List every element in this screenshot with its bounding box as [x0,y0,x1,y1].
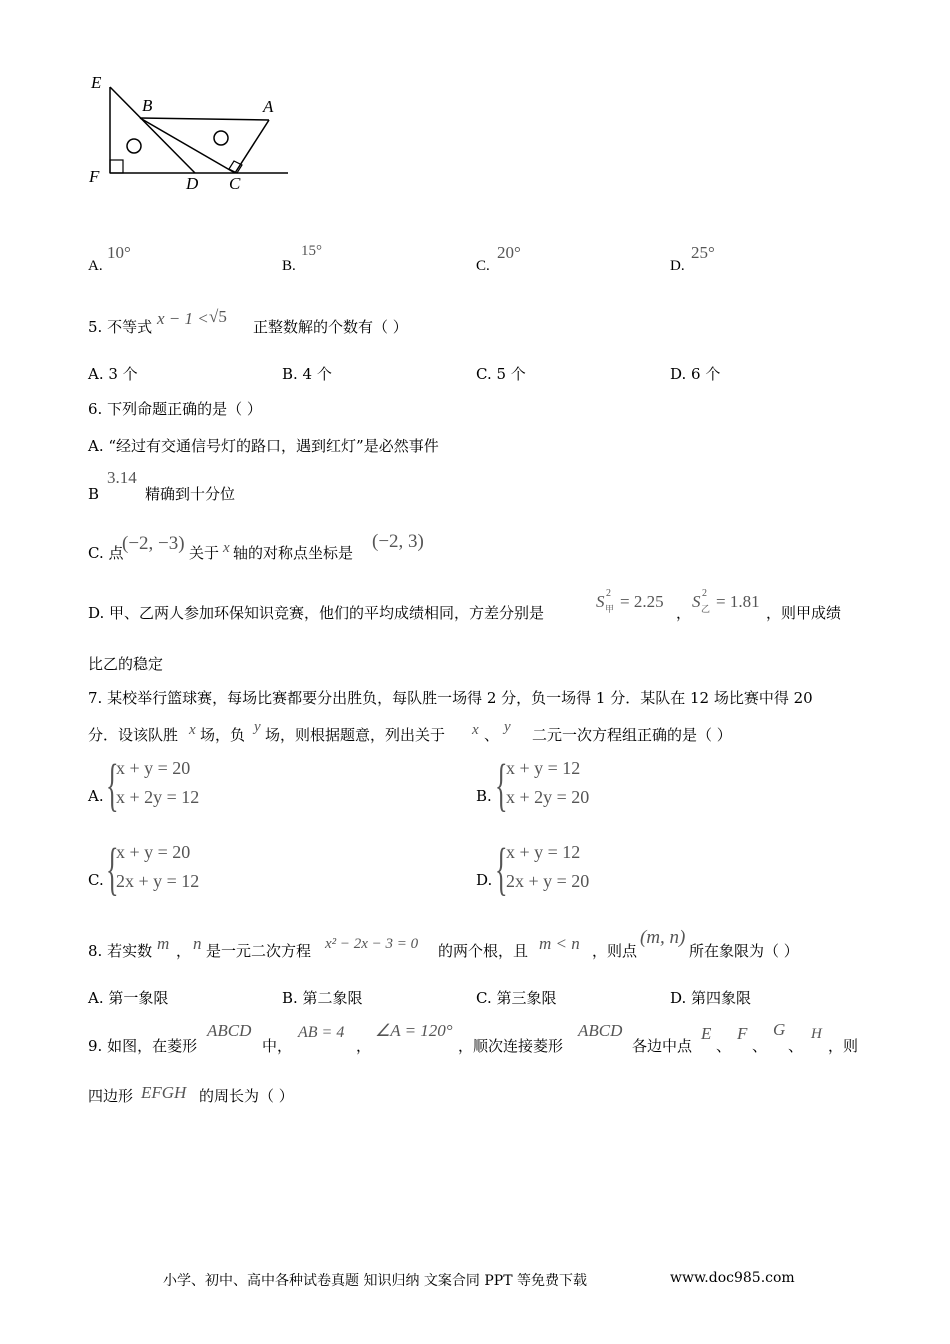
q8-equation: x² − 2x − 3 = 0 [325,936,419,952]
q6-option-c-mid: 关于 [189,544,220,562]
q7-option-d-eq1: x + y = 12 [506,842,581,862]
label-c: C [229,174,241,193]
q7-option-c-brace: { [106,836,119,901]
q6-option-d-s1-sup: 2 [606,588,611,599]
q5-prefix: 5. 不等式 [88,318,153,336]
right-angle-f [110,160,123,173]
q8-prefix: 8. 若实数 [88,942,153,960]
q7-option-a-eq1: x + y = 20 [116,758,191,778]
q9-mid3: 各边中点 [632,1037,693,1055]
q8-option-a: A. 第一象限 [88,989,169,1007]
q9-dun-1: 、 [716,1037,732,1055]
q7-option-a-eq2: x + 2y = 12 [116,787,200,807]
q6-option-d-s2-sub: 乙 [701,604,711,614]
q7-var-x: x [189,722,196,738]
q5-math-lhs: x − 1 < [157,309,209,328]
q9-line2-a: 四边形 [88,1087,134,1105]
q7-option-c-eq2: 2x + y = 12 [116,871,200,891]
q4-option-a-value: 10° [107,243,131,262]
q7-line2-c: 场，则根据题意，列出关于 [265,726,446,744]
q4-option-d-letter: D. [670,258,685,274]
q9-dun-2: 、 [752,1037,768,1055]
q9-abcd2: ABCD [578,1021,623,1040]
q7-option-a-brace: { [106,752,119,817]
label-b: B [142,96,153,115]
q9-ab: AB = 4 [298,1024,345,1041]
q5-option-d: D. 6 个 [670,365,721,383]
q7-sep: 、 [484,726,500,744]
q7-option-b-letter: B. [476,787,492,805]
q4-option-d-value: 25° [691,243,715,262]
q9-prefix: 9. 如图，在菱形 [88,1037,198,1055]
q9-angle: ∠A = 120° [375,1021,453,1040]
q6-option-b-letter: B [88,485,100,503]
q4-option-b-value: 15° [301,243,322,259]
q7-option-c-letter: C. [88,871,104,889]
q5-option-c: C. 5 个 [476,365,526,383]
q6-option-d-prefix: D. 甲、乙两人参加环保知识竞赛，他们的平均成绩相同，方差分别是 [88,604,545,622]
q6-option-b-math: 3.14 [107,468,137,487]
q9-dun-3: 、 [788,1037,804,1055]
segment-ba [140,118,269,120]
q5-suffix: 正整数解的个数有（ ） [253,318,408,336]
circle-right [214,131,228,145]
q6-stem: 6. 下列命题正确的是（ ） [88,400,262,418]
q7-var-y: y [254,719,261,735]
q5-math-radical: √5 [209,307,227,326]
q7-line1: 7. 某校举行篮球赛，每场比赛都要分出胜负，每队胜一场得 2 分，负一场得 1 分．某队在 12 场比赛中得 20 [88,689,813,707]
q6-option-c-point1: (−2, −3) [122,533,185,554]
q5-option-b: B. 4 个 [282,365,332,383]
q7-option-c-eq1: x + y = 20 [116,842,191,862]
q6-option-d-line2: 比乙的稳定 [88,655,164,673]
q7-option-a-letter: A. [88,787,104,805]
q4-option-c-letter: C. [476,258,490,274]
label-a: A [263,97,274,116]
q8-mid3: ，则点 [592,942,638,960]
q6-option-c-prefix: C. 点 [88,544,124,562]
q9-e: E [701,1024,712,1043]
q6-option-d-s1-val: = 2.25 [620,592,664,611]
circle-left [127,139,141,153]
q6-option-d-sep: ， [676,604,692,622]
q7-option-d-brace: { [495,836,508,901]
q9-sep: ， [356,1037,372,1055]
q8-option-b: B. 第二象限 [282,989,363,1007]
q6-option-b-text: 精确到十分位 [145,485,236,503]
segment-ac [235,120,269,173]
q6-option-a: A. “经过有交通信号灯的路口，遇到红灯”是必然事件 [88,437,439,455]
q8-option-c: C. 第三象限 [476,989,557,1007]
q9-efgh: EFGH [141,1083,187,1102]
q6-option-d-s1-sub: 甲 [605,604,615,614]
q7-option-b-brace: { [495,752,508,817]
q9-mid2: ，顺次连接菱形 [458,1037,564,1055]
q4-option-b-letter: B. [282,258,296,274]
q4-option-c-value: 20° [497,243,521,262]
q9-abcd: ABCD [207,1021,252,1040]
q9-mid: 中， [262,1037,293,1055]
footer-text: 小学、初中、高中各种试卷真题 知识归纳 文案合同 PPT 等免费下载 [163,1273,587,1289]
q7-option-b-eq2: x + 2y = 20 [506,787,590,807]
q4-option-a-letter: A. [88,258,103,274]
q8-sep: ， [176,942,192,960]
label-d: D [186,174,199,193]
q8-inequality: m < n [539,934,580,953]
q8-var-m: m [157,934,170,953]
q6-option-c-mid2: 轴的对称点坐标是 [233,544,354,562]
q7-line2-d: 二元一次方程组正确的是（ ） [532,726,732,744]
q8-var-n: n [193,934,202,953]
q8-mid2: 的两个根，且 [438,942,529,960]
q7-option-d-eq2: 2x + y = 20 [506,871,590,891]
q8-option-d: D. 第四象限 [670,989,752,1007]
q6-option-d-suffix: ，则甲成绩 [766,604,842,622]
q7-line2-a: 分．设该队胜 [88,726,179,744]
q8-mid: 是一元二次方程 [206,942,312,960]
footer-url[interactable]: www.doc985.com [670,1270,795,1286]
q9-suffix: ，则 [828,1037,859,1055]
q6-option-c-point2: (−2, 3) [372,531,424,552]
q8-suffix: 所在象限为（ ） [689,942,799,960]
q6-option-d-s2: S [692,592,701,611]
q7-var-y2: y [504,719,511,735]
q9-g: G [773,1020,786,1039]
q8-point: (m, n) [640,927,686,948]
geometry-figure [80,65,300,200]
label-e: E [91,73,102,92]
label-f: F [89,167,100,186]
q9-h: H [811,1026,822,1042]
q5-option-a: A. 3 个 [88,365,138,383]
q6-option-c-x: x [223,540,230,556]
q6-option-d-s2-sup: 2 [702,588,707,599]
q7-var-x2: x [472,722,479,738]
q9-line2-b: 的周长为（ ） [199,1087,294,1105]
q6-option-d-s2-val: = 1.81 [716,592,760,611]
q6-option-d-s1: S [596,592,605,611]
q7-line2-b: 场，负 [200,726,246,744]
q7-option-d-letter: D. [476,871,493,889]
q9-f: F [737,1024,748,1043]
q7-option-b-eq1: x + y = 12 [506,758,581,778]
